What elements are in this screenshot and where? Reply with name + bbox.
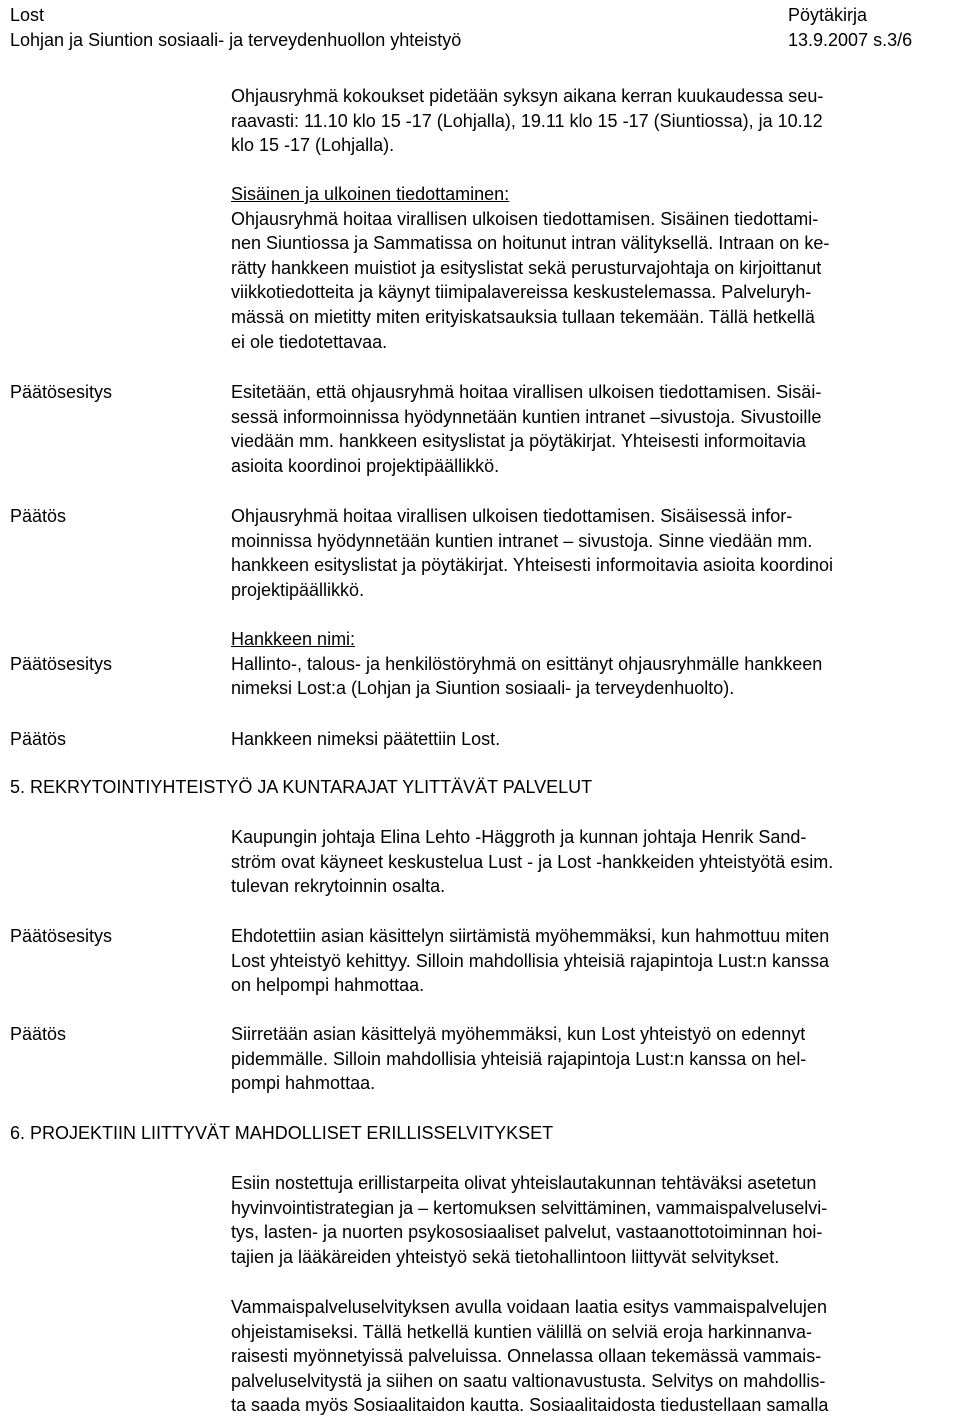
section-5-heading: 5. REKRYTOINTIYHTEISTYÖ JA KUNTARAJAT YLITTÄVÄT PALVELUT [10, 777, 593, 797]
document-type: Pöytäkirja [788, 5, 868, 25]
section-6-heading: 6. PROJEKTIIN LIITTYVÄT MAHDOLLISET ERILLISSELVITYKSET [10, 1123, 554, 1143]
text-line: hyvinvointistrategian ja – kertomuksen selvittäminen, vammaispalveluselvi- [231, 1197, 828, 1218]
proposal-text [231, 924, 956, 998]
text-line: mässä on mietitty miten erityiskatsauksia tullaan tekemään. Tällä hetkellä [231, 306, 815, 327]
organization-name: Lohjan ja Siuntion sosiaali- ja terveydenhuollon yhteistyö [10, 30, 462, 50]
text-line: Kaupungin johtaja Elina Lehto -Häggroth ja kunnan johtaja Henrik Sand- [231, 827, 807, 847]
text-line: on helpompi hahmottaa. [231, 975, 425, 996]
text-line: Hallinto-, talous- ja henkilöstöryhmä on esittänyt ohjausryhmälle hankkeen [231, 653, 823, 674]
text-line: sessä informoinnissa hyödynnetään kuntien intranet –sivustoja. Sivustoille [231, 406, 822, 427]
text-line: viedään mm. hankkeen esityslistat ja pöytäkirjat. Yhteisesti informoitavia [231, 431, 806, 452]
proposal-text [231, 380, 956, 478]
document-title: Lost [10, 5, 45, 25]
meeting-schedule-paragraph [231, 84, 956, 158]
text-line: nimeksi Lost:a (Lohjan ja Siuntion sosiaali- ja terveydenhuolto). [231, 678, 735, 699]
decision-label: Päätös [10, 506, 67, 526]
text-line: Lost yhteistyö kehittyy. Silloin mahdollisia yhteisiä rajapintoja Lust:n kanssa [231, 950, 829, 971]
page-header [10, 3, 955, 53]
proposal-label: Päätösesitys [10, 654, 113, 674]
subheading-project-name: Hankkeen nimi: [231, 629, 356, 649]
text-line: klo 15 -17 (Lohjalla). [231, 135, 395, 156]
decision-label: Päätös [10, 729, 67, 749]
decision-text [231, 504, 956, 602]
text-line: Esiin nostettuja erillistarpeita olivat yhteislautakunnan tehtäväksi asetetun [231, 1173, 817, 1193]
project-name-section [231, 627, 956, 701]
text-line: rätty hankkeen muistiot ja esityslistat sekä perusturvajohtaja on kirjoittanut [231, 257, 822, 278]
text-line: Ohjausryhmä hoitaa virallisen ulkoisen tiedottamisen. Sisäisessä infor- [231, 506, 793, 526]
text-line: pidemmälle. Silloin mahdollisia yhteisiä rajapintoja Lust:n kanssa on hel- [231, 1048, 807, 1069]
text-line: nen Siuntiossa ja Sammatissa on hoitunut intran välityksellä. Intraan on ke- [231, 233, 830, 254]
section-6-paragraph-2 [231, 1295, 956, 1418]
text-line: asioita koordinoi projektipäällikkö. [231, 455, 500, 476]
decision-text [231, 1022, 956, 1096]
text-line: palveluselvitystä ja siihen on saatu valtionavustusta. Selvitys on mahdollis- [231, 1370, 826, 1391]
subheading-communication: Sisäinen ja ulkoinen tiedottaminen: [231, 184, 510, 204]
text-line: Ohjausryhmä kokoukset pidetään syksyn aikana kerran kuukaudessa seu- [231, 86, 824, 106]
section-6-paragraph-1 [231, 1171, 956, 1269]
decision-label: Päätös [10, 1024, 67, 1044]
decision-text: Hankkeen nimeksi päätettiin Lost. [231, 729, 501, 749]
text-line: hankkeen esityslistat ja pöytäkirjat. Yhteisesti informoitavia asioita koordinoi [231, 555, 833, 576]
text-line: raavasti: 11.10 klo 15 -17 (Lohjalla), 19.11 klo 15 -17 (Siuntiossa), ja 10.12 [231, 110, 823, 131]
section-5-intro [231, 825, 956, 899]
proposal-label: Päätösesitys [10, 382, 113, 402]
text-line: projektipäällikkö. [231, 579, 365, 600]
text-line: Vammaispalveluselvityksen avulla voidaan laatia esitys vammaispalvelujen [231, 1297, 827, 1317]
text-line: pompi hahmottaa. [231, 1073, 376, 1094]
text-line: ei ole tiedotettavaa. [231, 331, 388, 352]
text-line: tulevan rekrytoinnin osalta. [231, 876, 446, 897]
text-line: viikkotiedotteita ja käynyt tiimipalavereissa keskustelemassa. Palveluryh- [231, 282, 812, 303]
text-line: ohjeistamiseksi. Tällä hetkellä kuntien välillä on selviä eroja harkinnanva- [231, 1321, 812, 1342]
text-line: raisesti myönnetyissä palveluissa. Onnelassa ollaan tekemässä vammais- [231, 1346, 822, 1367]
text-line: Ohjausryhmä hoitaa virallisen ulkoisen tiedottamisen. Sisäinen tiedottami- [231, 208, 819, 229]
text-line: Esitetään, että ohjausryhmä hoitaa virallisen ulkoisen tiedottamisen. Sisäi- [231, 382, 822, 402]
proposal-label: Päätösesitys [10, 926, 113, 946]
text-line: Siirretään asian käsittelyä myöhemmäksi, kun Lost yhteistyö on edennyt [231, 1024, 806, 1044]
text-line: Ehdotettiin asian käsittelyn siirtämistä myöhemmäksi, kun hahmottuu miten [231, 926, 830, 946]
text-line: ta saada myös Sosiaalitaidon kautta. Sosiaalitaidosta tiedustellaan samalla [231, 1395, 829, 1416]
text-line: ström ovat käyneet keskustelua Lust - ja Lost -hankkeiden yhteistyötä esim. [231, 851, 834, 872]
text-line: tajien ja lääkäreiden yhteistyö sekä tietohallintoon liittyvät selvitykset. [231, 1246, 780, 1267]
text-line: tys, lasten- ja nuorten psykososiaaliset palvelut, vastaanottotoiminnan hoi- [231, 1222, 823, 1243]
text-line: moinnissa hyödynnetään kuntien intranet – sivustoja. Sinne viedään mm. [231, 530, 813, 551]
communication-section [231, 182, 956, 354]
date-page-number: 13.9.2007 s.3/6 [788, 30, 913, 50]
